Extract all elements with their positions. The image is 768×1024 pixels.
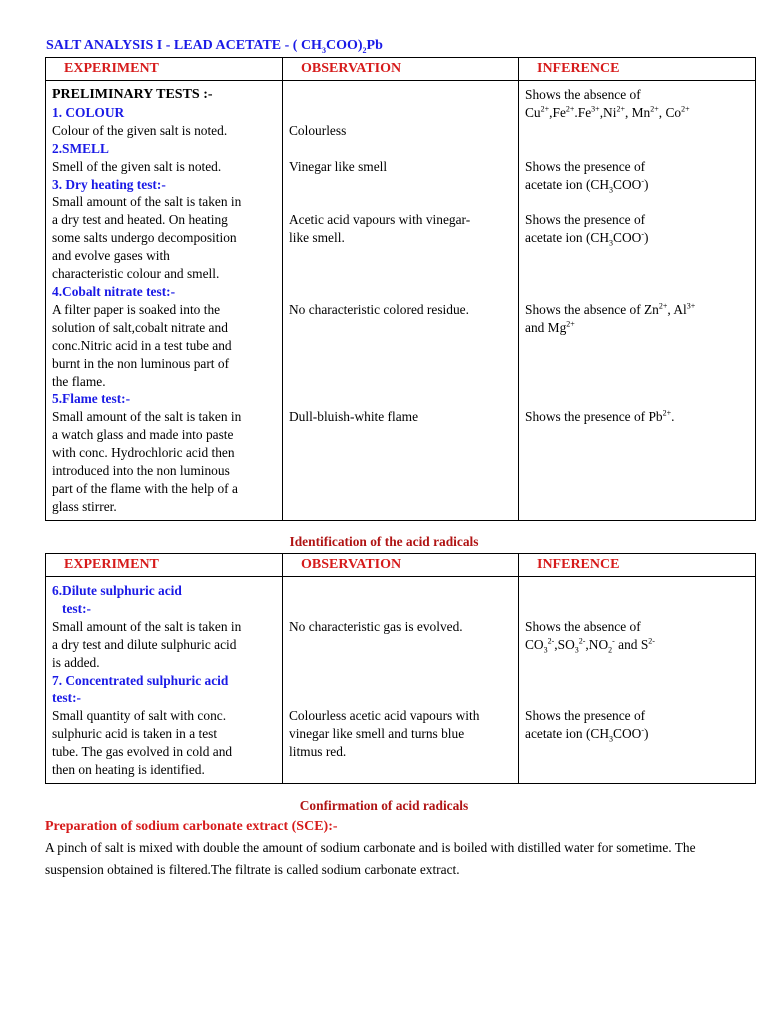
conc-exp-line: tube. The gas evolved in cold and: [52, 744, 233, 760]
title-sub-1: 3: [321, 45, 326, 55]
dilute-exp-line: Small amount of the salt is taken in: [52, 618, 242, 634]
observation-cell: [283, 81, 519, 521]
ion-text: ,Fe: [549, 104, 566, 120]
ion-charge: 3+: [591, 104, 600, 114]
flame-observation: Dull-bluish-white flame: [289, 409, 419, 425]
flame-inference: [525, 408, 750, 426]
colour-heading: 1. COLOUR: [52, 104, 125, 120]
smell-observation: Vinegar like smell: [289, 158, 388, 174]
ion-charge: 2+: [650, 104, 659, 114]
inf-text: COO: [613, 230, 642, 246]
inf-text: acetate ion (CH: [525, 176, 610, 192]
inference-cell: [519, 81, 756, 521]
inf-text: COO: [613, 726, 642, 742]
inf-sub: 3: [543, 645, 548, 655]
smell-experiment: Smell of the given salt is noted.: [52, 158, 222, 174]
inf-sup: -: [612, 636, 615, 646]
inf-text: Shows the presence of Pb: [525, 409, 663, 425]
dry-exp-line: characteristic colour and smell.: [52, 266, 220, 282]
inf-sub: 2: [608, 645, 613, 655]
inf-text: CO: [525, 636, 544, 652]
preliminary-tests-table: [45, 57, 756, 521]
smell-heading: 2.SMELL: [52, 140, 109, 156]
acid-radicals-table: [45, 553, 756, 784]
inf-sub: 3: [609, 185, 614, 195]
colour-experiment: Colour of the given salt is noted.: [52, 122, 228, 138]
dilute-inference-line1: Shows the absence of: [525, 618, 641, 634]
inf-text: ): [643, 176, 649, 192]
ion-charge: 2+: [565, 104, 575, 114]
dilute-inference-line2: [525, 636, 750, 654]
inf-text: acetate ion (CH: [525, 726, 610, 742]
inf-sup: -: [641, 176, 644, 186]
experiment-cell: [46, 81, 283, 521]
header-inference: INFERENCE: [519, 554, 756, 577]
header-observation: OBSERVATION: [283, 554, 519, 577]
dry-inference-line1: Shows the presence of: [525, 212, 646, 228]
inf-text: COO: [613, 176, 642, 192]
inf-sup: 2+: [658, 301, 668, 311]
dry-obs-line: Acetic acid vapours with vinegar-: [289, 212, 471, 228]
dry-exp-line: a dry test and heated. On heating: [52, 212, 228, 228]
conc-heading-2: test:-: [52, 690, 81, 706]
inf-text: .: [671, 409, 675, 425]
inf-text: , Al: [667, 301, 687, 317]
dry-inference-line2: [525, 229, 750, 247]
flame-exp-line: part of the flame with the help of a: [52, 480, 238, 496]
flame-exp-line: a watch glass and made into paste: [52, 427, 234, 443]
inf-text: ): [643, 726, 649, 742]
inf-text: ,SO: [554, 636, 575, 652]
title-sub-2: 2: [362, 45, 367, 55]
dry-exp-line: some salts undergo decomposition: [52, 230, 237, 246]
cobalt-exp-line: A filter paper is soaked into the: [52, 301, 221, 317]
conc-obs-line: Colourless acetic acid vapours with: [289, 708, 480, 724]
cobalt-exp-line: the flame.: [52, 373, 106, 389]
preliminary-heading: PRELIMINARY TESTS :-: [52, 87, 213, 102]
observation-cell: [283, 577, 519, 784]
conc-exp-line: sulphuric acid is taken in a test: [52, 726, 218, 742]
colour-observation: Colourless: [289, 122, 347, 138]
inf-text: ,NO: [585, 636, 609, 652]
ion-charge: 2+: [616, 104, 625, 114]
flame-heading: 5.Flame test:-: [52, 391, 131, 407]
section-heading-confirmation: Confirmation of acid radicals: [299, 798, 469, 813]
header-experiment: EXPERIMENT: [46, 58, 283, 81]
sce-heading: Preparation of sodium carbonate extract (SCE):-: [45, 819, 338, 834]
inf-sub: 3: [609, 734, 614, 744]
ion-text: , Mn: [624, 104, 651, 120]
inf-text: and S: [614, 636, 649, 652]
dry-exp-line: Small amount of the salt is taken in: [52, 194, 242, 210]
header-experiment: EXPERIMENT: [46, 554, 283, 577]
header-observation: OBSERVATION: [283, 58, 519, 81]
inf-sup: 2+: [566, 319, 575, 329]
table-row: [46, 81, 756, 521]
inf-text: ): [643, 230, 649, 246]
dilute-exp-line: is added.: [52, 654, 100, 670]
inf-sup: 2-: [578, 636, 586, 646]
inference-cell: [519, 577, 756, 784]
sce-paragraph: A pinch of salt is mixed with double the amount of sodium carbonate and is boiled with distilled water for sometime. The suspension obtained is filtered.The filtrate is called sodium carbonate extract.: [45, 840, 696, 877]
dry-obs-line: like smell.: [289, 230, 345, 246]
ion-text: Cu: [525, 104, 541, 120]
inf-text: and Mg: [525, 319, 567, 335]
inf-sup: 2+: [662, 408, 672, 418]
dry-exp-line: and evolve gases with: [52, 248, 170, 264]
table-row: [46, 577, 756, 784]
cobalt-inference-line1: [525, 301, 750, 319]
flame-exp-line: glass stirrer.: [52, 498, 117, 514]
flame-exp-line: Small amount of the salt is taken in: [52, 409, 242, 425]
ion-text: , Co: [658, 104, 682, 120]
section-heading-acid-radicals: Identification of the acid radicals: [289, 534, 479, 549]
flame-exp-line: with conc. Hydrochloric acid then: [52, 445, 235, 461]
cobalt-exp-line: solution of salt,cobalt nitrate and: [52, 319, 228, 335]
cobalt-observation: No characteristic colored residue.: [289, 301, 469, 317]
colour-inference-ions: [525, 104, 750, 122]
dry-heating-heading: 3. Dry heating test:-: [52, 176, 166, 192]
cobalt-heading: 4.Cobalt nitrate test:-: [52, 283, 176, 299]
cobalt-exp-line: burnt in the non luminous part of: [52, 355, 230, 371]
cobalt-exp-line: conc.Nitric acid in a test tube and: [52, 337, 232, 353]
inf-sup: 2-: [648, 636, 655, 646]
title-text-3: Pb: [366, 38, 383, 53]
ion-text: ,Ni: [599, 104, 617, 120]
dilute-heading: 6.Dilute sulphuric acid: [52, 583, 182, 598]
table-header-row: [46, 554, 756, 577]
dilute-exp-line: a dry test and dilute sulphuric acid: [52, 636, 237, 652]
inf-sup: 2-: [547, 636, 555, 646]
inf-text: acetate ion (CH: [525, 230, 610, 246]
conc-inference-line1: Shows the presence of: [525, 708, 646, 724]
header-inference: INFERENCE: [519, 58, 756, 81]
ion-charge: 2+: [681, 104, 690, 114]
inf-sup: -: [641, 725, 644, 735]
inf-text: Shows the absence of Zn: [525, 301, 659, 317]
dilute-observation: No characteristic gas is evolved.: [289, 618, 463, 634]
ion-text: .Fe: [574, 104, 592, 120]
dilute-heading-2: test:-: [62, 600, 91, 616]
inf-sub: 3: [574, 645, 579, 655]
conc-exp-line: then on heating is identified.: [52, 762, 205, 778]
colour-inference-line1: Shows the absence of: [525, 87, 641, 102]
experiment-cell: [46, 577, 283, 784]
flame-exp-line: introduced into the non luminous: [52, 463, 230, 479]
smell-inference-line1: Shows the presence of: [525, 158, 646, 174]
conc-obs-line: vinegar like smell and turns blue: [289, 726, 465, 742]
table-header-row: [46, 58, 756, 81]
conc-inference-line2: [525, 725, 750, 743]
smell-inference-line2: [525, 176, 750, 194]
cobalt-inference-line2: [525, 319, 750, 337]
inf-sub: 3: [609, 238, 614, 248]
inf-sup: -: [641, 229, 644, 239]
conc-obs-line: litmus red.: [289, 744, 347, 760]
inf-sup: 3+: [686, 301, 696, 311]
conc-heading: 7. Concentrated sulphuric acid: [52, 672, 229, 688]
ion-charge: 2+: [540, 104, 550, 114]
title-text-2: COO): [325, 38, 363, 53]
document-title: [46, 38, 383, 54]
title-text-1: SALT ANALYSIS I - LEAD ACETATE - ( CH: [46, 38, 322, 53]
conc-exp-line: Small quantity of salt with conc.: [52, 708, 227, 724]
